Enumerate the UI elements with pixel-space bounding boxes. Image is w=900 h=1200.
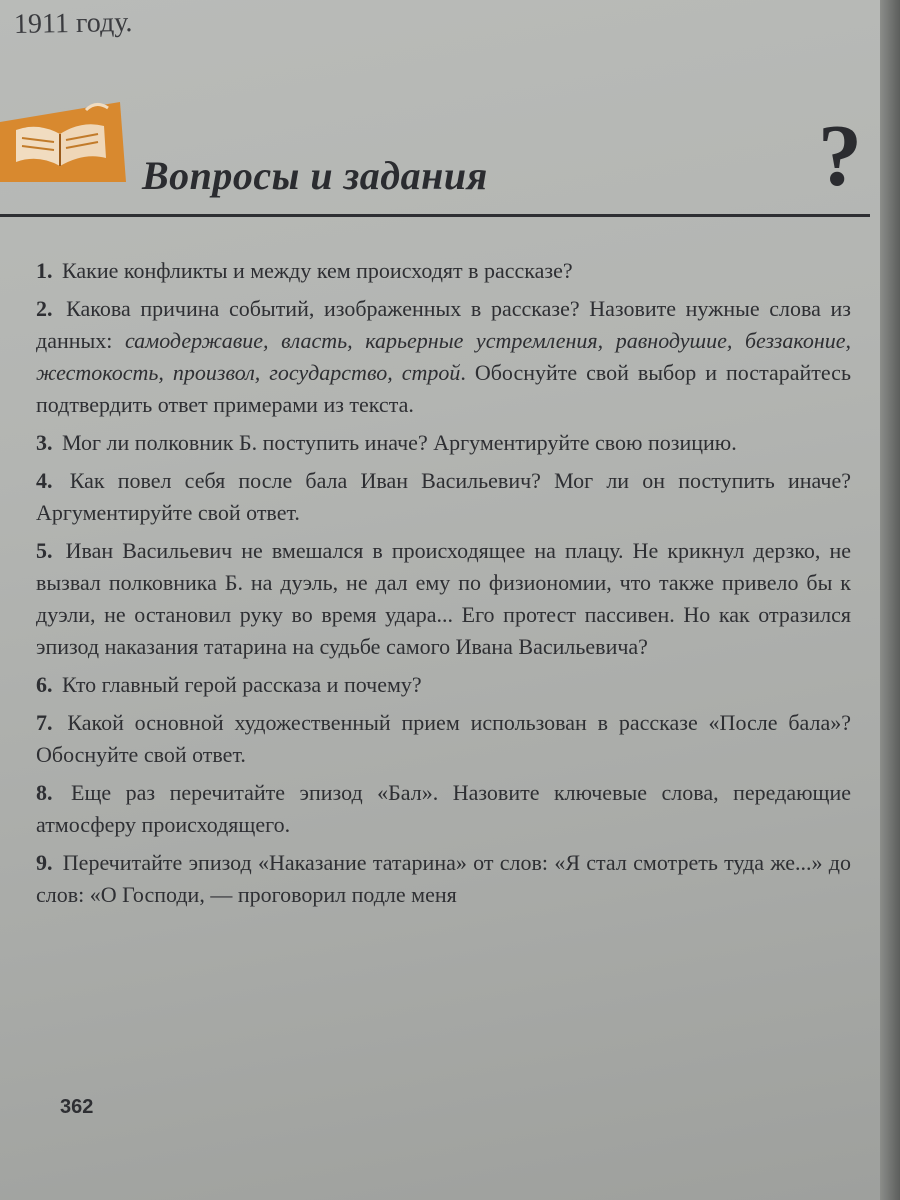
question-2 (36, 293, 851, 421)
question-text: Еще раз перечитайте эпизод «Бал». Назовите ключевые слова, передающие атмосферу происходящего. (36, 780, 851, 837)
question-7 (36, 707, 851, 771)
question-number: 4. (36, 468, 53, 493)
question-1 (36, 255, 851, 287)
previous-text-fragment: 1911 году. (13, 6, 133, 41)
section-title: Вопросы и задания (142, 153, 488, 198)
question-6 (36, 669, 851, 701)
question-text: . Обоснуйте свой выбор и постарайтесь подтвердить ответ примерами из текста. (36, 360, 851, 417)
question-mark-icon: ? (818, 108, 862, 205)
keyword-list: самодержавие, власть, карьерные устремления, равнодушие, беззаконие, жестокость, произвол, государство, строй (36, 328, 851, 385)
question-text: Перечитайте эпизод «Наказание татарина» от слов: «Я стал смотреть туда же...» до слов: «О Господи, — проговорил подле меня (36, 850, 851, 907)
question-8 (36, 777, 851, 841)
question-5 (36, 535, 851, 663)
question-4 (36, 465, 851, 529)
question-number: 6. (36, 672, 53, 697)
questions-list (36, 255, 851, 917)
question-text: Какой основной художественный прием использован в рассказе «После бала»? Обоснуйте свой ответ. (36, 710, 851, 767)
question-9 (36, 847, 851, 911)
question-number: 9. (36, 850, 53, 875)
question-number: 3. (36, 430, 53, 455)
open-book-icon (0, 100, 130, 185)
header-divider (0, 214, 870, 217)
question-text: Кто главный герой рассказа и почему? (62, 672, 422, 697)
question-text: Какова причина событий, изображенных в рассказе? Назовите нужные слова из данных: (36, 296, 851, 353)
page-number: 362 (60, 1096, 94, 1118)
question-number: 5. (36, 538, 53, 563)
question-text: Как повел себя после бала Иван Васильевич? Мог ли он поступить иначе? Аргументируйте свой ответ. (36, 468, 852, 525)
section-header (0, 100, 870, 220)
question-text: Иван Васильевич не вмешался в происходящее на плацу. Не крикнул дерзко, не вызвал полковника Б. на дуэль, не дал ему по физиономии, что также привело бы к дуэли, не остановил руку во время удара... Его протест пассивен. Но как отразился эпизод наказания татарина на судьбе самого Ивана Васильевича? (36, 538, 851, 659)
page-edge (880, 0, 900, 1200)
question-text: Мог ли полковник Б. поступить иначе? Аргументируйте свою позицию. (62, 430, 737, 455)
question-number: 1. (36, 258, 53, 283)
question-3 (36, 427, 851, 459)
question-number: 8. (36, 780, 53, 805)
question-number: 2. (36, 296, 53, 321)
question-text: Какие конфликты и между кем происходят в рассказе? (62, 258, 573, 283)
question-number: 7. (36, 710, 53, 735)
